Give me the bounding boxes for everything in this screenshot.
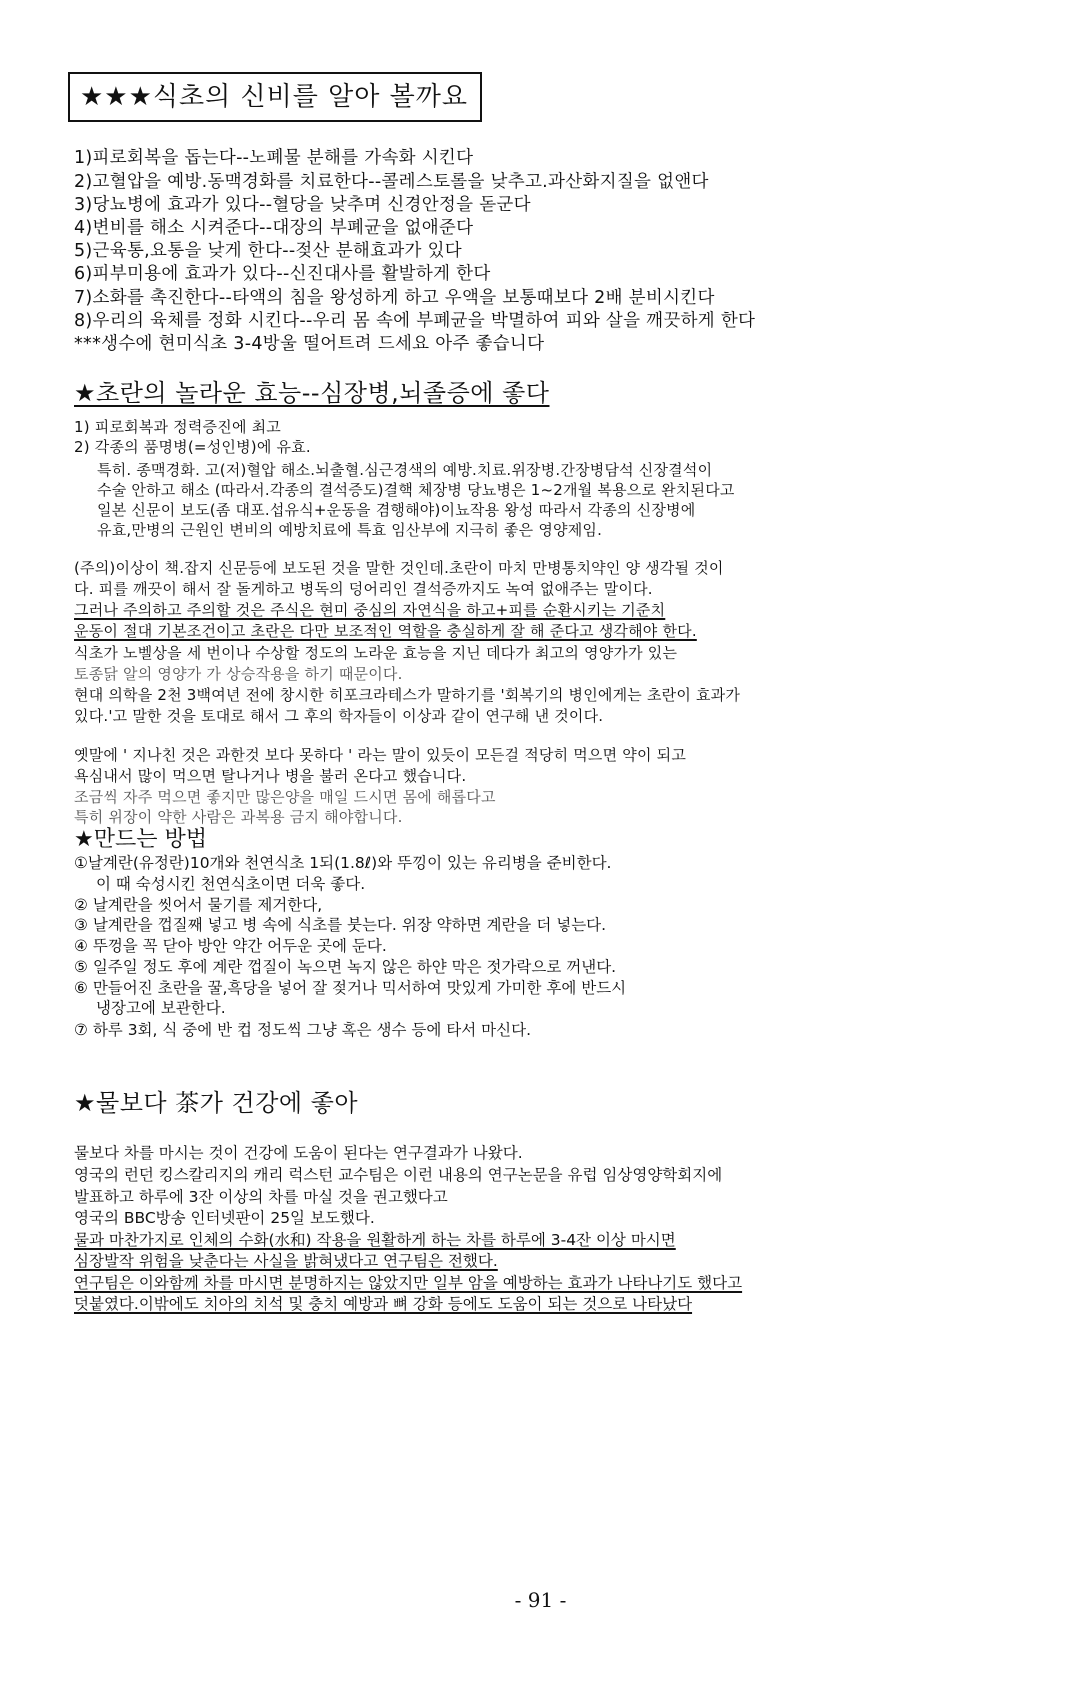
tea-line-6: 심장발작 위험을 낮춘다는 사실을 밝혀냈다고 연구팀은 전했다.: [74, 1252, 498, 1270]
tea-line-2: 영국의 런던 킹스칼리지의 캐리 럭스턴 교수팀은 이런 내용의 연구논문을 유럽 임상영양학회지에: [74, 1166, 723, 1184]
egg-vinegar-effect-2: 2) 각종의 품명병(=성인병)에 유효.: [74, 438, 311, 456]
vinegar-benefit-7: 7)소화를 촉진한다--타액의 침을 왕성하게 하고 우액을 보통때보다 2배 분비시킨다: [74, 288, 715, 308]
egg-vinegar-detail-2: 수술 안하고 해소 (따라서.각종의 결석증도)결핵 체장병 당뇨병은 1~2개월 복용으로 완치된다고: [97, 481, 735, 499]
caution-note-8: 있다.'고 말한 것을 토대로 해서 그 후의 학자들이 이상과 같이 연구해 낸 것이다.: [74, 707, 604, 725]
section4-title: ★물보다 茶가 건강에 좋아: [74, 1089, 359, 1117]
tea-line-8: 덧붙였다.이밖에도 치아의 치석 및 충치 예방과 뼈 강화 등에도 도움이 되는 것으로 나타났다: [74, 1295, 693, 1313]
egg-vinegar-effect-1: 1) 피로회복과 정력증진에 최고: [74, 418, 281, 436]
tea-line-1: 물보다 차를 마시는 것이 건강에 도움이 된다는 연구결과가 나왔다.: [74, 1144, 523, 1162]
tea-line-7: 연구팀은 이와함께 차를 마시면 분명하지는 않았지만 일부 암을 예방하는 효과가 나타나기도 했다고: [74, 1274, 743, 1292]
caution-note-1: (주의)이상이 책.잡지 신문등에 보도된 것을 말한 것인데.초란이 마치 만병통치약인 양 생각될 것이: [74, 559, 724, 577]
method-step-2: ② 날계란을 씻어서 물기를 제거한다,: [74, 896, 323, 914]
vinegar-benefit-6: 6)피부미용에 효과가 있다--신진대사를 활발하게 한다: [74, 264, 491, 284]
vinegar-benefit-8: 8)우리의 육체를 정화 시킨다--우리 몸 속에 부폐균을 박멸하여 피와 살을 깨끗하게 한다: [74, 311, 756, 331]
vinegar-benefit-1: 1)피로회복을 돕는다--노폐물 분해를 가속화 시킨다: [74, 148, 474, 168]
egg-vinegar-detail-3: 일본 신문이 보도(좀 대포.섭유식+운동을 겸행해야)이뇨작용 왕성 따라서 각종의 신장병에: [97, 501, 696, 519]
tea-line-3: 발표하고 하루에 3잔 이상의 차를 마실 것을 권고했다고: [74, 1188, 448, 1206]
section2-title: ★초란의 놀라운 효능--심장병,뇌졸증에 좋다: [74, 379, 550, 407]
vinegar-benefit-4: 4)변비를 해소 시켜준다--대장의 부폐균을 없애준다: [74, 218, 474, 238]
vinegar-benefit-5: 5)근육통,요통을 낮게 한다--젖산 분해효과가 있다: [74, 241, 462, 261]
method-step-1: ①날계란(유정란)10개와 천연식초 1되(1.8ℓ)와 뚜낑이 있는 유리병을 준비한다.: [74, 854, 612, 872]
saying-line-1: 옛말에 ' 지나친 것은 과한것 보다 못하다 ' 라는 말이 있듯이 모든걸 적당히 먹으면 약이 되고: [74, 746, 687, 764]
egg-vinegar-detail-4: 유효,만병의 근원인 변비의 예방치료에 특효 임산부에 지극히 좋은 영양제임.: [97, 521, 603, 539]
vinegar-benefit-3: 3)당뇨병에 효과가 있다--혈당을 낮추며 신경안정을 돋군다: [74, 195, 531, 215]
saying-line-2: 욕심내서 많이 먹으면 탈나거나 병을 불러 온다고 했습니다.: [74, 767, 467, 785]
section3-title: ★만드는 방법: [74, 827, 207, 852]
method-step-4: ④ 뚜껑을 꼭 닫아 방안 약간 어두운 곳에 둔다.: [74, 937, 387, 955]
tea-line-4: 영국의 BBC방송 인터넷판이 25일 보도했다.: [74, 1209, 375, 1227]
method-step-5: ⑤ 일주일 정도 후에 계란 껍질이 녹으면 녹지 않은 하얀 막은 젓가락으로 꺼낸다.: [74, 958, 617, 976]
caution-note-5: 식초가 노벨상을 세 번이나 수상할 정도의 노라운 효능을 지닌 데다가 최고의 영양가가 있는: [74, 644, 678, 662]
egg-vinegar-detail-1: 특히. 종맥경화. 고(저)혈압 해소.뇌출혈.심근경색의 예방.치료.위장병.간장병담석 신장결석이: [97, 461, 713, 479]
caution-note-6: 토종닭 알의 영양가 가 상승작용을 하기 때문이다.: [74, 665, 403, 683]
section1-title: ★★★식초의 신비를 알아 볼까요: [68, 72, 482, 122]
saying-line-3: 조금씩 자주 먹으면 좋지만 많은양을 매일 드시면 몸에 해롭다고: [74, 788, 496, 806]
method-step-7: ⑦ 하루 3회, 식 중에 반 컵 정도씩 그냥 혹은 생수 등에 타서 마신다.: [74, 1021, 532, 1039]
vinegar-tip: ***생수에 현미식초 3-4방울 떨어트려 드세요 아주 좋습니다: [74, 334, 545, 354]
caution-note-4: 운동이 절대 기본조건이고 초란은 다만 보조적인 역할을 충실하게 잘 해 준다고 생각해야 한다.: [74, 622, 697, 640]
method-step-3: ③ 날계란을 껍질째 넣고 병 속에 식초를 붓는다. 위장 약하면 계란을 더 넣는다.: [74, 916, 607, 934]
method-step-1-note: 이 때 숙성시킨 천연식초이면 더욱 좋다.: [96, 875, 366, 893]
method-step-6-note: 냉장고에 보관한다.: [96, 999, 226, 1017]
method-step-6: ⑥ 만들어진 초란을 꿀,흑당을 넣어 잘 젖거나 믹서하여 맛있게 가미한 후에 반드시: [74, 979, 627, 997]
caution-note-2: 다. 피를 깨끗이 해서 잘 돌게하고 병독의 덩어리인 결석증까지도 녹여 없애주는 말이다.: [74, 580, 653, 598]
caution-note-7: 현대 의학을 2천 3백여년 전에 창시한 히포크라테스가 말하기를 '회복기의 병인에게는 초란이 효과가: [74, 686, 741, 704]
vinegar-benefit-2: 2)고혈압을 예방.동맥경화를 치료한다--콜레스토롤을 낮추고.과산화지질을 없앤다: [74, 172, 709, 192]
page-number: - 91 -: [514, 1588, 567, 1612]
saying-line-4: 특히 위장이 약한 사람은 과복용 금지 해야합니다.: [74, 808, 403, 826]
caution-note-3: 그러나 주의하고 주의할 것은 주식은 현미 중심의 자연식을 하고+피를 순환시키는 기준치: [74, 601, 666, 619]
tea-line-5: 물과 마찬가지로 인체의 수화(水和) 작용을 원활하게 하는 차를 하루에 3-4잔 이상 마시면: [74, 1231, 676, 1249]
